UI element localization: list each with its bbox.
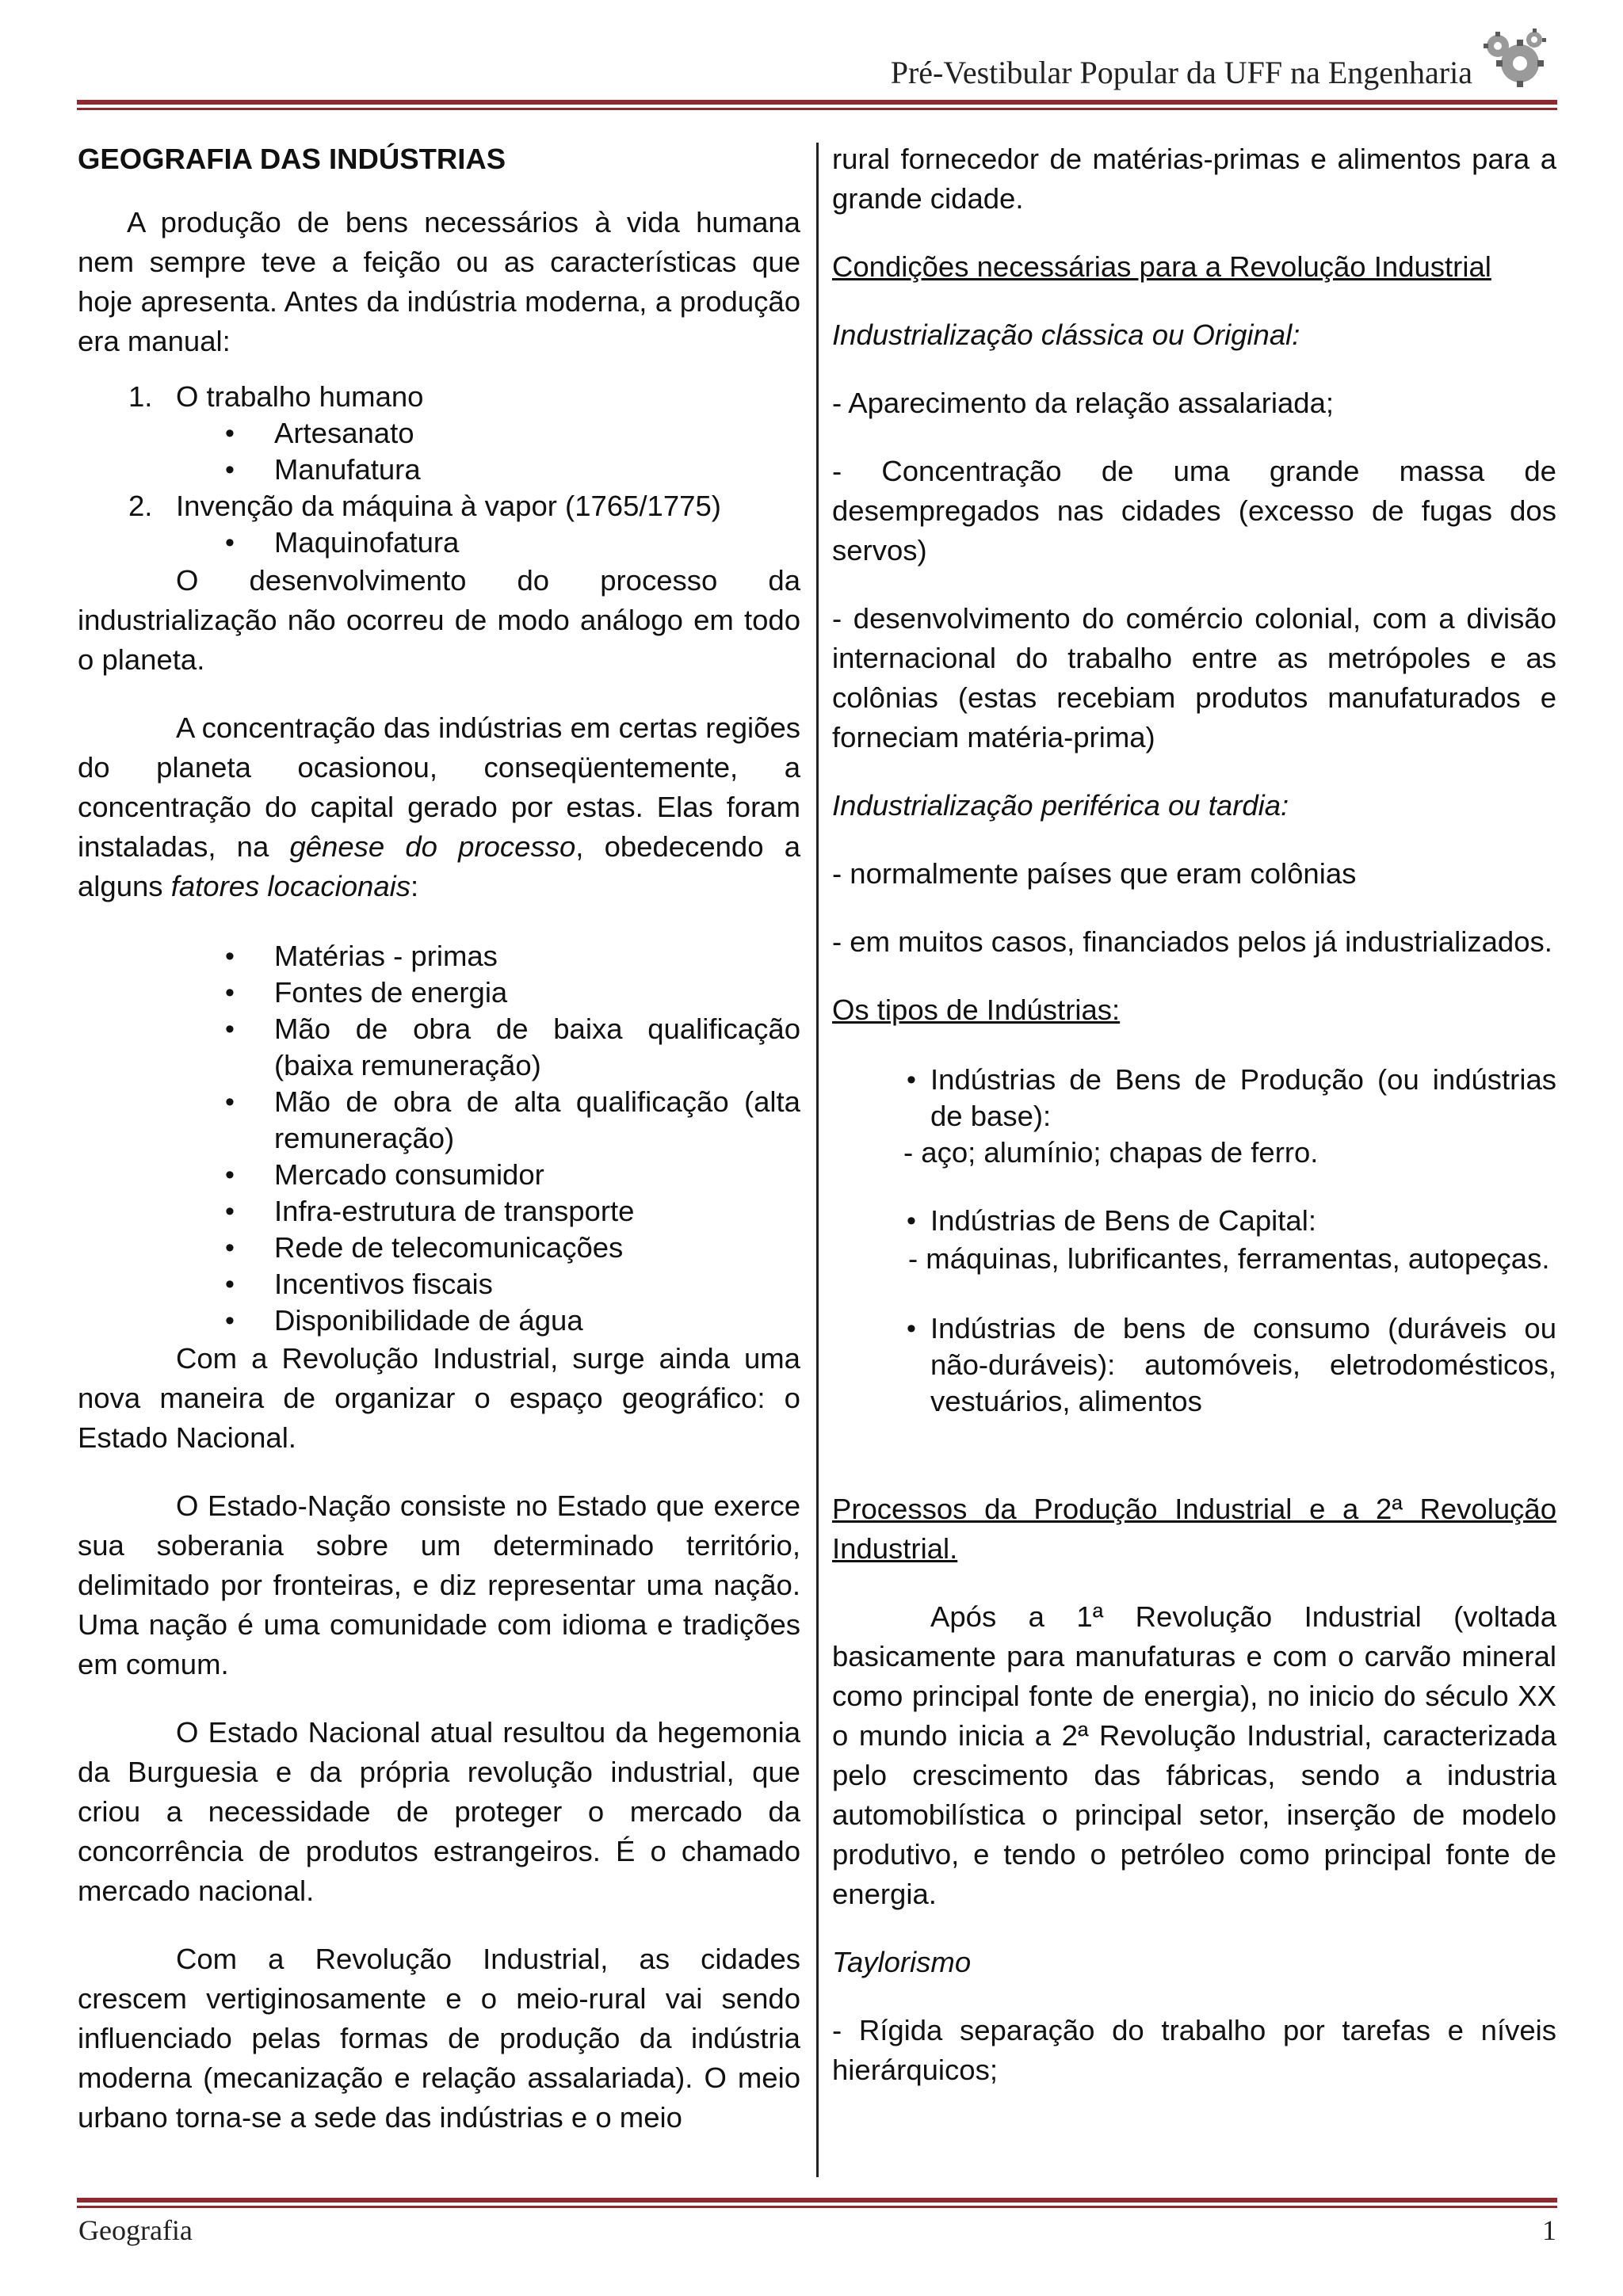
list-item: - em muitos casos, financiados pelos já industrializados. <box>832 925 1552 958</box>
header-rule-thin <box>77 108 1557 110</box>
list-item: - Aparecimento da relação assalariada; <box>832 387 1335 419</box>
page-title: GEOGRAFIA DAS INDÚSTRIAS <box>78 143 506 175</box>
emphasis-text: gênese do processo <box>289 830 576 863</box>
list-item: - Rígida separação do trabalho por tarefas e níveis hierárquicos; <box>832 2014 1556 2086</box>
second-revolution-paragraph: Após a 1ª Revolução Industrial (voltada basicamente para manufaturas e com o carvão mineral como principal fonte de energia), no inicio do século XX o mundo inicia a 2ª Revolução Industrial, caracterizada pelo crescimento das fábricas, sendo a industria automobilística o principal setor, inserção de modelo produtivo, e tendo o petróleo como principal fonte de energia. <box>832 1600 1556 1910</box>
industry-types-list <box>832 1310 1556 1420</box>
processes-heading: Processos da Produção Industrial e a 2ª Revolução Industrial. <box>832 1493 1556 1565</box>
list-item: • Indústrias de Bens de Capital: <box>832 1203 1556 1239</box>
industry-types-list <box>832 1203 1556 1239</box>
list-item: • Indústrias de bens de consumo (duráveis ou não-duráveis): automóveis, eletrodomésticos, vestuários, alimentos <box>832 1310 1556 1420</box>
nation-state-paragraph: O Estado-Nação consiste no Estado que exerce sua soberania sobre um determinado território, delimitado por fronteiras, e diz representar uma nação. Uma nação é uma comunidade com idioma e tradições em comum. <box>78 1489 800 1680</box>
list-item: • Rede de telecomunicações <box>78 1230 800 1266</box>
right-column <box>832 139 1556 2090</box>
list-item: • Disponibilidade de água <box>78 1302 800 1339</box>
list-item: • Infra-estrutura de transporte <box>78 1193 800 1230</box>
types-heading: Os tipos de Indústrias: <box>832 994 1121 1026</box>
list-item: • Mão de obra de baixa qualificação (baixa remuneração) <box>78 1011 800 1084</box>
text-run: A concentração das indústrias em certas regiões do planeta ocasionou, conseqüentemente, a concentração do capital gerado por estas. Elas foram instaladas, na <box>78 711 800 863</box>
text-run: , obedecendo a alguns <box>78 830 801 902</box>
list-item: • Fontes de energia <box>78 974 800 1011</box>
list-number: 2. <box>128 490 153 522</box>
page-number: 1 <box>1542 2214 1556 2246</box>
list-label: Invenção da máquina à vapor (1765/1775) <box>176 490 721 522</box>
revolution-paragraph: Com a Revolução Industrial, surge ainda uma nova maneira de organizar o espaço geográfico: o Estado Nacional. <box>78 1342 800 1454</box>
national-state-paragraph: O Estado Nacional atual resultou da hegemonia da Burguesia e da própria revolução industrial, que criou a necessidade de proteger o mercado da concorrência de produtos estrangeiros. É o chamado mercado nacional. <box>78 1716 800 1907</box>
industry-types-list <box>832 1062 1556 1135</box>
continuation-paragraph: rural fornecedor de matérias-primas e alimentos para a grande cidade. <box>832 143 1556 215</box>
taylorism-heading: Taylorismo <box>832 1946 972 1978</box>
conditions-heading: Condições necessárias para a Revolução Industrial <box>832 250 1491 283</box>
concentration-paragraph <box>78 708 800 906</box>
list-item: • Mão de obra de alta qualificação (alta remuneração) <box>78 1084 800 1157</box>
list-item: • Incentivos fiscais <box>78 1266 800 1302</box>
development-paragraph: O desenvolvimento do processo da industrialização não ocorreu de modo análogo em todo o planeta. <box>78 564 800 676</box>
intro-paragraph: A produção de bens necessários à vida humana nem sempre teve a feição ou as características que hoje apresenta. Antes da indústria moderna, a produção era manual: <box>78 206 800 357</box>
list-item: • Matérias - primas <box>78 938 800 974</box>
classic-heading: Industrialização clássica ou Original: <box>832 318 1300 351</box>
footer-rule-thick <box>77 2198 1557 2203</box>
list-item: • Maquinofatura <box>78 524 800 561</box>
production-list <box>78 379 800 561</box>
list-item <box>78 379 800 488</box>
list-number: 1. <box>128 380 153 413</box>
cities-paragraph: Com a Revolução Industrial, as cidades crescem vertiginosamente e o meio-rural vai sendo influenciado pelas formas de produção da indústria moderna (mecanização e relação assalariada). O meio urbano torna-se a sede das indústrias e o meio <box>78 1943 800 2134</box>
list-label: O trabalho humano <box>176 380 424 413</box>
list-item <box>78 488 800 561</box>
locational-factors-list <box>78 938 800 1339</box>
type-detail: - máquinas, lubrificantes, ferramentas, autopeças. <box>908 1242 1550 1275</box>
text-run: : <box>411 870 419 902</box>
running-header-title: Pré-Vestibular Popular da UFF na Engenharia <box>890 55 1472 90</box>
column-divider <box>816 143 819 2177</box>
peripheral-heading: Industrialização periférica ou tardia: <box>832 789 1289 822</box>
list-item: - normalmente países que eram colônias <box>832 857 1357 890</box>
gears-logo-icon <box>1474 22 1553 95</box>
emphasis-text: fatores locacionais <box>170 870 411 902</box>
sub-list <box>78 524 800 561</box>
sub-list <box>78 415 800 488</box>
list-item: • Manufatura <box>78 452 800 488</box>
list-item: - desenvolvimento do comércio colonial, com a divisão internacional do trabalho entre as metrópoles e as colônias (estas recebiam produtos manufaturados e forneciam matéria-prima) <box>832 602 1556 753</box>
footer-rule-thin <box>77 2206 1557 2208</box>
header-rule-thick <box>77 100 1557 105</box>
list-item: • Artesanato <box>78 415 800 452</box>
list-item: • Mercado consumidor <box>78 1157 800 1193</box>
type-detail: - aço; alumínio; chapas de ferro. <box>903 1136 1319 1169</box>
left-column <box>78 139 800 2138</box>
list-item: - Concentração de uma grande massa de desempregados nas cidades (excesso de fugas dos servos) <box>832 455 1556 566</box>
footer-subject: Geografia <box>78 2214 193 2246</box>
list-item: • Indústrias de Bens de Produção (ou indústrias de base): <box>832 1062 1556 1135</box>
